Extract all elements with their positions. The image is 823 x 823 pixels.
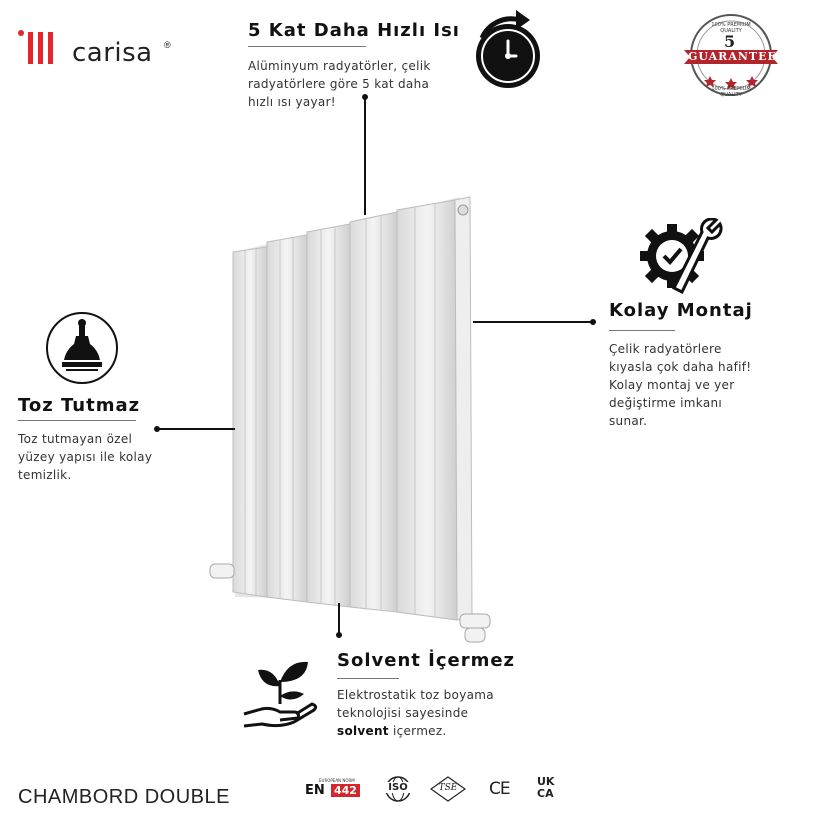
dust-leader-line xyxy=(157,428,235,430)
solvent-line xyxy=(337,722,557,740)
mounting-line: Çelik radyatörlere xyxy=(609,342,722,356)
speed-line: Alüminyum radyatörler, çelik xyxy=(248,59,431,73)
speed-line: radyatörlere göre 5 kat daha xyxy=(248,77,430,91)
ukca-top: UK xyxy=(537,775,555,788)
gear-wrench-icon xyxy=(638,218,726,294)
dust-line: Toz tutmayan özel xyxy=(18,432,133,446)
dust-title: Toz Tutmaz xyxy=(18,395,141,416)
ukca-bottom: CA xyxy=(537,787,554,800)
en442-top-text: EUROPEAN NORM xyxy=(319,778,355,783)
guarantee-seal xyxy=(680,12,782,98)
cert-ukca xyxy=(537,776,563,802)
solvent-title: Solvent İçermez xyxy=(337,650,516,671)
speed-title-underline xyxy=(248,46,366,47)
cert-en442 xyxy=(305,778,363,800)
speed-line: hızlı ısı yayar! xyxy=(248,95,336,109)
mounting-title-underline xyxy=(609,330,675,331)
cert-iso xyxy=(384,776,412,802)
dust-description xyxy=(18,430,188,484)
solvent-leader-line xyxy=(338,603,340,635)
iso-label: ISO xyxy=(385,782,411,793)
solvent-leader-dot xyxy=(336,632,342,638)
brand-logo xyxy=(14,26,174,70)
speed-leader-line xyxy=(364,97,366,215)
plant-hand-icon xyxy=(240,654,320,732)
solvent-bold-word: solvent xyxy=(337,724,389,738)
dust-title-underline xyxy=(18,420,136,421)
brand-name: carisa xyxy=(72,38,153,68)
guarantee-top-text: 100% PREMIUM QUALITY xyxy=(711,22,751,34)
guarantee-number: 5 xyxy=(724,32,736,51)
mounting-line: değiştirme imkanı xyxy=(609,396,723,410)
duster-icon xyxy=(44,310,120,386)
speed-title: 5 Kat Daha Hızlı Isı xyxy=(248,20,460,41)
dust-line: temizlik. xyxy=(18,468,72,482)
mounting-description xyxy=(609,340,809,430)
cert-tse xyxy=(430,776,466,802)
speed-description xyxy=(248,57,478,111)
cert-ce: CE xyxy=(489,779,510,799)
guarantee-bottom-text: 100% PREMIUM QUALITY xyxy=(711,86,751,98)
brand-registered-mark: ® xyxy=(164,40,171,50)
solvent-line: Elektrostatik toz boyama xyxy=(337,688,494,702)
product-name: CHAMBORD DOUBLE xyxy=(18,786,230,808)
guarantee-label: GUARANTEE xyxy=(688,50,777,63)
mounting-line: kıyasla çok daha hafif! xyxy=(609,360,752,374)
solvent-line-rest: içermez. xyxy=(388,724,447,738)
mounting-title: Kolay Montaj xyxy=(609,300,753,321)
dust-line: yüzey yapısı ile kolay xyxy=(18,450,153,464)
en442-number: 442 xyxy=(331,784,360,797)
radiator-image xyxy=(205,192,510,652)
solvent-line: teknolojisi sayesinde xyxy=(337,706,469,720)
mounting-line: Kolay montaj ve yer xyxy=(609,378,735,392)
mounting-line: sunar. xyxy=(609,414,648,428)
mounting-leader-line xyxy=(473,321,593,323)
mounting-leader-dot xyxy=(590,319,596,325)
clock-arrow-icon xyxy=(468,8,548,94)
en442-prefix: EN xyxy=(305,783,325,798)
brand-mark-icon xyxy=(18,30,62,66)
solvent-description xyxy=(337,686,557,740)
tse-label: TSE xyxy=(438,783,458,793)
solvent-title-underline xyxy=(337,678,399,679)
